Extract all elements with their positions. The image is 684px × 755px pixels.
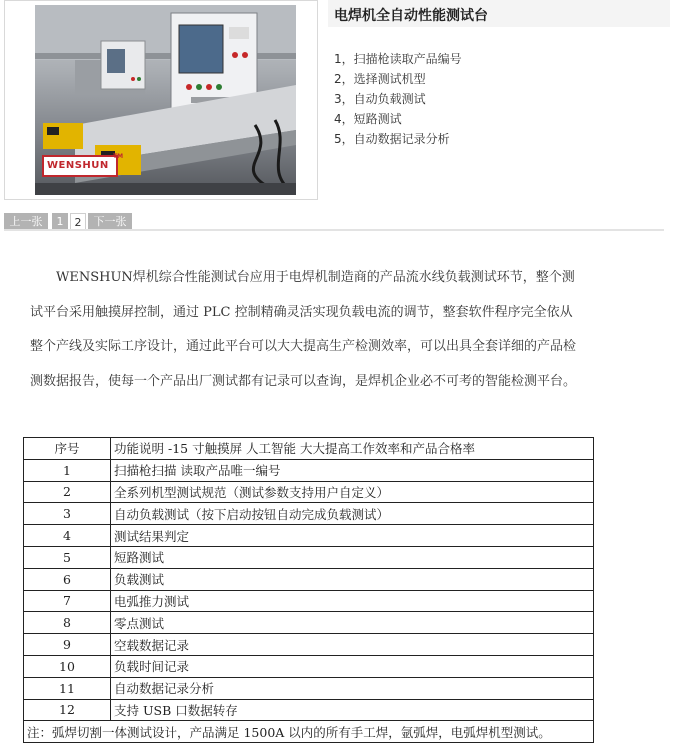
table-row [24, 699, 594, 721]
product-title: 电焊机全自动性能测试台 [334, 8, 488, 24]
table-row [24, 481, 594, 503]
row-no: 12 [24, 699, 111, 721]
table-row [24, 546, 594, 568]
row-no: 1 [24, 459, 111, 481]
row-no: 11 [24, 677, 111, 699]
row-desc: 自动负载测试（按下启动按钮自动完成负载测试） [111, 503, 594, 525]
row-desc: 支持 USB 口数据转存 [111, 699, 594, 721]
function-table [23, 437, 594, 743]
table-note-row [24, 721, 594, 743]
row-desc: 扫描枪扫描 读取产品唯一编号 [111, 459, 594, 481]
row-no: 4 [24, 525, 111, 547]
table-row [24, 612, 594, 634]
page-1-button[interactable]: 1 [52, 213, 68, 230]
table-note: 注：弧焊切割一体测试设计，产品满足 1500A 以内的所有手工焊，氩弧焊，电弧焊机型测试。 [24, 721, 594, 743]
intro-paragraph: WENSHUN焊机综合性能测试台应用于电焊机制造商的产品流水线负载测试环节，整个测试平台采用触摸屏控制，通过 PLC 控制精确灵活实现负载电流的调节，整套软件程序完全依从整个产线及实际工序设计，通过此平台可以大大提高生产检测效率，可以出具全套详细的产品检测数据报告，使每一个产品出厂测试都有记录可以查询，是焊机企业必不可考的智能检测平台。 [30, 270, 577, 389]
product-title-bar [328, 0, 670, 27]
row-desc: 电弧推力测试 [111, 590, 594, 612]
row-desc: 负载测试 [111, 568, 594, 590]
row-desc: 短路测试 [111, 546, 594, 568]
row-no: 3 [24, 503, 111, 525]
header-no: 序号 [24, 438, 111, 460]
row-no: 6 [24, 568, 111, 590]
row-no: 8 [24, 612, 111, 634]
row-no: 7 [24, 590, 111, 612]
logo-trademark: TM [113, 153, 124, 160]
row-desc: 空载数据记录 [111, 634, 594, 656]
page-2-button[interactable]: 2 [70, 213, 86, 230]
table-row [24, 677, 594, 699]
divider [4, 229, 664, 231]
table-row [24, 655, 594, 677]
table-row [24, 590, 594, 612]
prev-button[interactable]: 上一张 [4, 213, 48, 230]
header-desc: 功能说明 -15 寸触摸屏 人工智能 大大提高工作效率和产品合格率 [111, 438, 594, 460]
row-desc: 全系列机型测试规范（测试参数支持用户自定义） [111, 481, 594, 503]
next-button[interactable]: 下一张 [88, 213, 132, 230]
product-photo[interactable] [35, 5, 296, 195]
row-desc: 零点测试 [111, 612, 594, 634]
table-row [24, 525, 594, 547]
logo-text: WENSHUN [47, 160, 109, 171]
list-item: 2，选择测试机型 [334, 72, 426, 86]
table-row [24, 503, 594, 525]
product-photo-frame [4, 0, 318, 200]
list-item: 4，短路测试 [334, 112, 402, 126]
table-row [24, 568, 594, 590]
row-desc: 自动数据记录分析 [111, 677, 594, 699]
row-no: 2 [24, 481, 111, 503]
list-item: 5，自动数据记录分析 [334, 132, 450, 146]
list-item: 3，自动负载测试 [334, 92, 426, 106]
table-row [24, 459, 594, 481]
feature-list [334, 49, 462, 149]
list-item: 1，扫描枪读取产品编号 [334, 52, 462, 66]
row-desc: 负载时间记录 [111, 655, 594, 677]
table-row [24, 634, 594, 656]
row-no: 5 [24, 546, 111, 568]
row-no: 9 [24, 634, 111, 656]
row-desc: 测试结果判定 [111, 525, 594, 547]
row-no: 10 [24, 655, 111, 677]
wenshun-logo [42, 155, 118, 177]
table-header-row [24, 438, 594, 460]
